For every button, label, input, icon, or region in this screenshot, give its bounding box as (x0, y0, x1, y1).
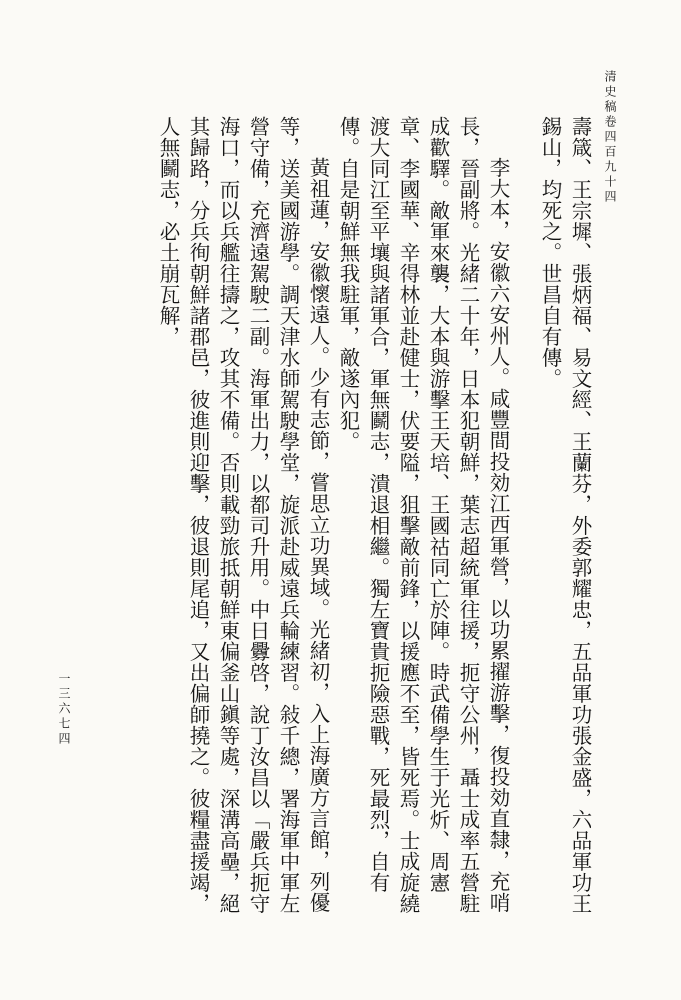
page-number: 一三六七四 (57, 672, 71, 747)
paragraph-continuation: 壽箴、王宗墀、張炳福、易文經、王蘭芬，外委郭耀忠，五品軍功張金盛，六品軍功王錫山，均死之。世昌自有傳。 (538, 116, 592, 914)
book-title-header: 清史稿卷四百九十四 (603, 70, 617, 205)
paragraph-li-daben: 李大本，安徽六安州人。咸豐間投効江西軍營，以功累擢游擊，復投効直隸，充哨長，晉副將。光緒二十年，日本犯朝鮮，葉志超統軍往援，扼守公州，聶士成率五營駐成歡驛。敵軍來襲，大本與游擊王天培、王國祜同亡於陣。時武備學生于光炘、周憲章、李國華、辛得林並赴健士，伏要隘，狙擊敵前鋒，以援應不至，皆死焉。士成旋繞渡大同江至平壤與諸軍合，軍無鬬志，潰退相繼。獨左寶貴扼險惡戰，死最烈，自有傳。自是朝鮮無我駐軍，敵遂內犯。 (336, 116, 510, 914)
vertical-body-text (55, 116, 595, 916)
paragraph-huang-zulian: 黃祖蓮，安徽懷遠人。少有志節，嘗思立功異域。光緒初，入上海廣方言館，列優等，送美國游學。調天津水師駕駛學堂，旋派赴威遠兵輪練習。敍千總，署海軍中軍左營守備，充濟遠駕駛二副。海軍出力，以都司升用。中日釁啓，說丁汝昌以「嚴兵扼守海口，而以兵艦往擣之，攻其不備。否則載勁旅抵朝鮮東偏釜山鎭等處，深溝高壘，絕其歸路，分兵徇朝鮮諸郡邑，彼進則迎擊，彼退則尾追，又出偏師撓之。彼糧盡援竭，人無鬬志，必土崩瓦解， (156, 116, 330, 914)
